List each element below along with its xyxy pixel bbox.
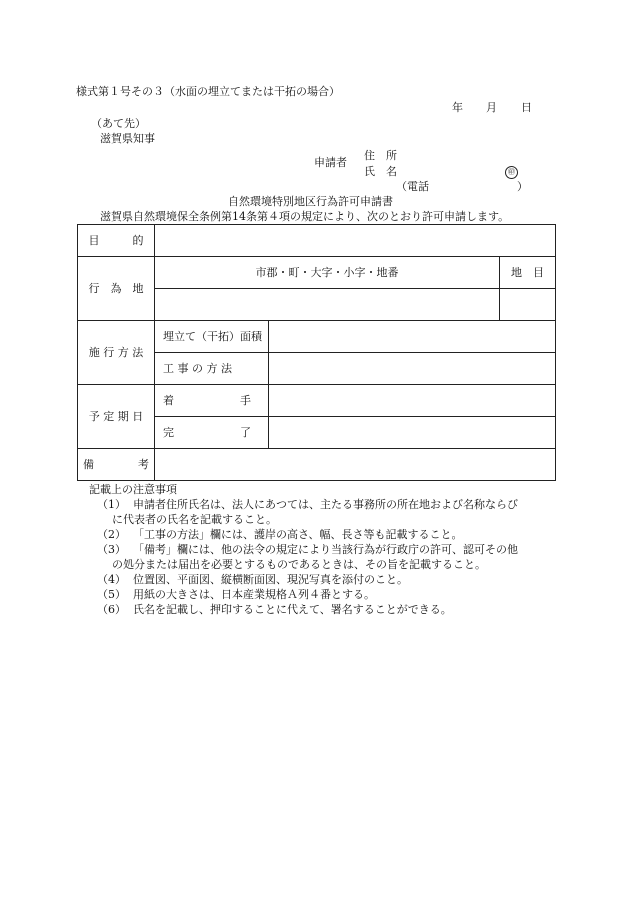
phone-field: （電話 ） [396,180,528,193]
document-title: 自然環境特別地区行為許可申請書 [228,195,393,208]
name-label: 氏 名 [364,165,397,178]
row-site-header [78,257,556,289]
application-form-table [77,224,556,481]
addressee: 滋賀県知事 [100,132,155,145]
reclaim-area-field[interactable] [269,321,556,353]
note-number: （4） [97,573,126,586]
start-label: 着 手 [155,385,269,417]
finish-label: 完 了 [155,417,269,449]
addressee-label: （あて先） [91,117,146,130]
address-label: 住 所 [364,149,397,162]
note-continuation: の処分または届出を必要とするものであるときは、その旨を記載すること。 [112,558,486,571]
note-item [97,499,518,510]
note-text: 用紙の大きさは、日本産業規格Ａ列４番とする。 [133,588,375,601]
land-category-label: 地 目 [500,257,556,289]
row-purpose [78,225,556,257]
note-item [97,574,408,585]
date-month-label: 月 [486,101,497,114]
finish-date-field[interactable] [269,417,556,449]
note-item [97,529,463,540]
method-label: 施 行 方 法 [78,321,155,385]
note-item [97,604,452,615]
work-method-label: 工 事 の 方 法 [155,353,269,385]
form-number: 様式第１号その３（水面の埋立てまたは干拓の場合） [76,85,340,98]
note-text: 氏名を記載し、押印することに代えて、署名することができる。 [133,603,452,616]
start-date-field[interactable] [269,385,556,417]
note-number: （3） [97,543,126,556]
purpose-label: 目 的 [78,225,155,257]
note-number: （2） [97,528,126,541]
note-number: （6） [97,603,126,616]
row-remarks [78,449,556,481]
site-label: 行 為 地 [78,257,155,321]
seal-icon: ㊞ [505,166,518,179]
note-text: 申請者住所氏名は、法人にあつては、主たる事務所の所在地および名称ならび [133,498,518,511]
remarks-field[interactable] [155,449,556,481]
row-start [78,385,556,417]
notes-heading: 記載上の注意事項 [89,483,177,496]
site-address-field[interactable] [155,289,500,321]
note-text: 位置図、平面図、縦横断面図、現況写真を添付のこと。 [133,573,408,586]
note-text: 「工事の方法」欄には、護岸の高さ、幅、長さ等も記載すること。 [133,528,463,541]
preamble: 滋賀県自然環境保全条例第14条第４項の規定により、次のとおり許可申請します。 [100,210,510,223]
purpose-field[interactable] [155,225,556,257]
remarks-label: 備 考 [78,449,155,481]
reclaim-area-label: 埋立て（干拓）面積 [155,321,269,353]
schedule-label: 予 定 期 日 [78,385,155,449]
note-item [97,544,518,555]
work-method-field[interactable] [269,353,556,385]
applicant-label: 申請者 [314,156,347,169]
site-address-header: 市郡・町・大字・小字・地番 [155,257,500,289]
note-continuation: に代表者の氏名を記載すること。 [112,513,277,526]
date-year-label: 年 [452,101,463,114]
land-category-field[interactable] [500,289,556,321]
note-item [97,589,375,600]
note-text: 「備考」欄には、他の法令の規定により当該行為が行政庁の許可、認可その他 [133,543,518,556]
note-number: （1） [97,498,126,511]
note-number: （5） [97,588,126,601]
date-day-label: 日 [521,101,532,114]
row-reclaim-area [78,321,556,353]
